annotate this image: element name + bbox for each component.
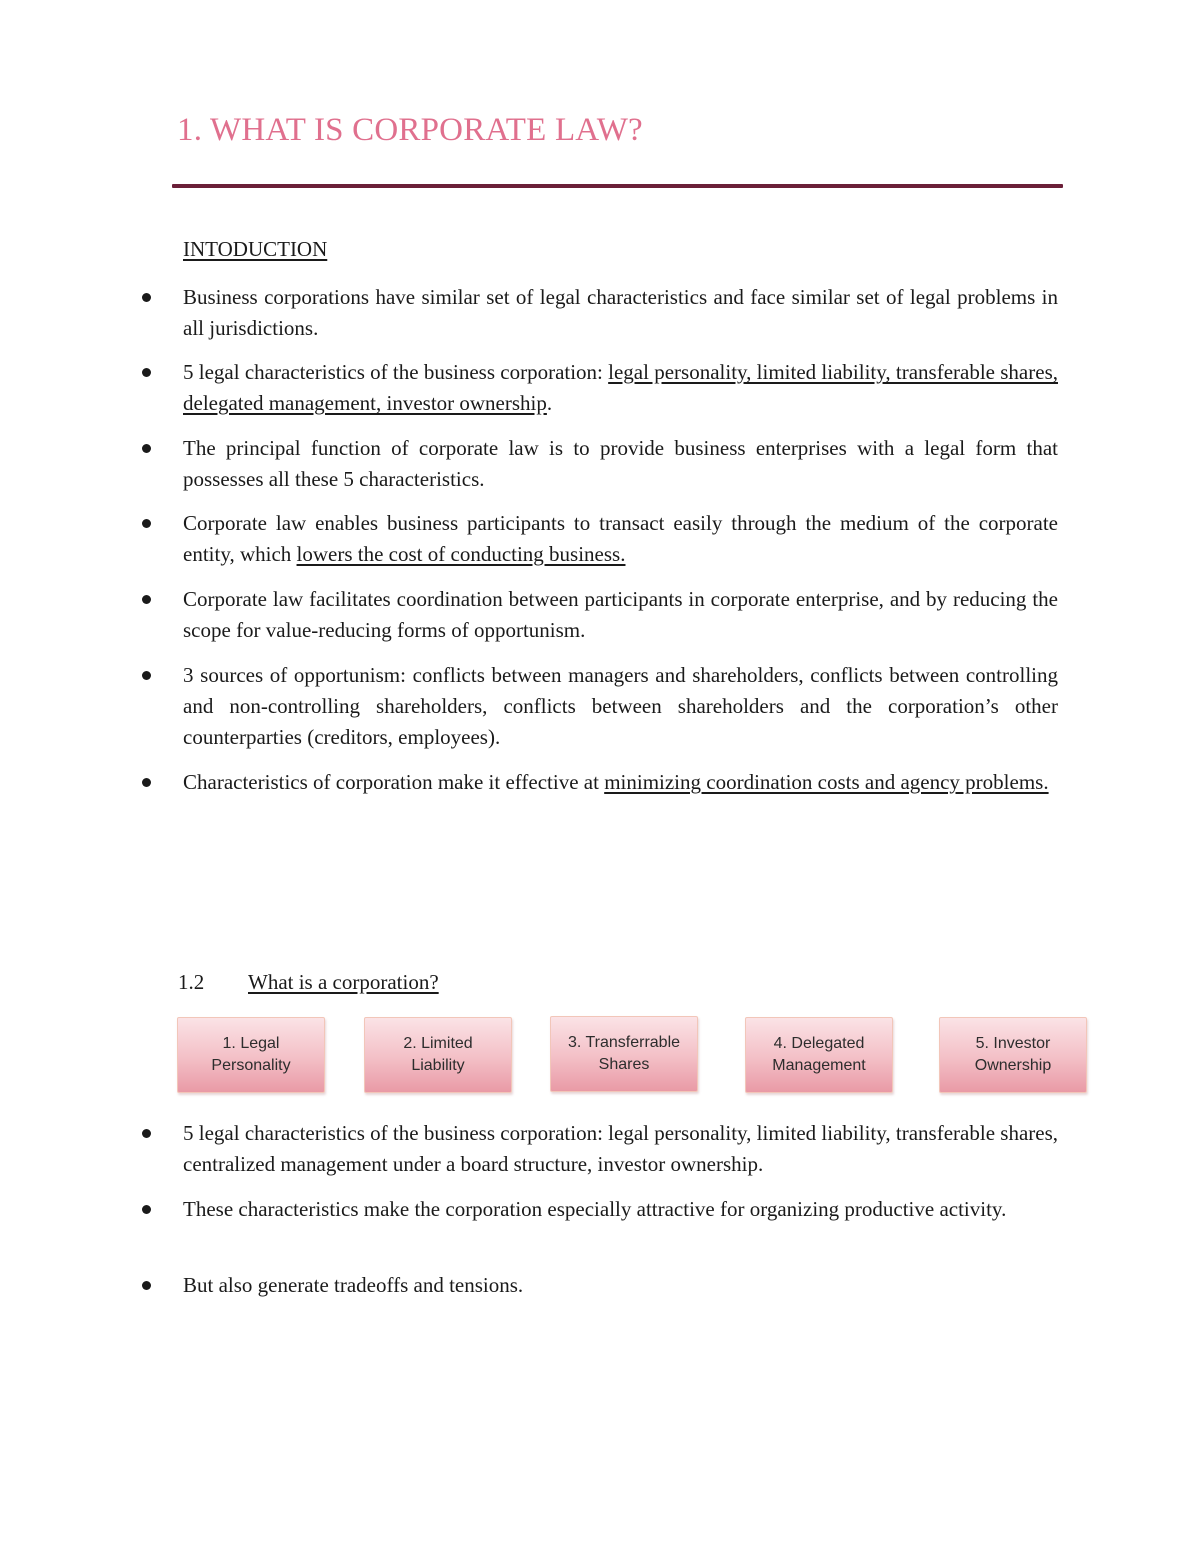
- box-label: [975, 1033, 1051, 1077]
- box-label: [403, 1033, 472, 1077]
- box-label-line2: Ownership: [974, 1057, 1052, 1074]
- bullet-text: 3 sources of opportunism: conflicts between managers and shareholders, conflicts between controlling and non-controlling shareholders, conflicts between shareholders and the corporation’s other counterparties (creditors, employees).: [183, 663, 1058, 749]
- bullet-text: Corporate law facilitates coordination between participants in corporate enterprise, and by reducing the scope for value-reducing forms of opportunism.: [183, 587, 1058, 642]
- section-number: 1.2: [178, 970, 205, 994]
- box-label-line2: Management: [772, 1057, 866, 1074]
- bullet-icon: [142, 595, 151, 604]
- box-label-line2: Personality: [211, 1057, 291, 1074]
- bullet-text-end: .: [546, 391, 553, 415]
- characteristic-box-legal-personality: [177, 1017, 325, 1093]
- bullet-text-underlined: lowers the cost of conducting business.: [296, 542, 626, 566]
- bullet-text-plain: 5 legal characteristics of the business corporation:: [183, 360, 609, 384]
- bullet-icon: [142, 368, 151, 377]
- bullet-text: The principal function of corporate law is to provide business enterprises with a legal form that possesses all these 5 characteristics.: [183, 436, 1058, 491]
- title-divider: [172, 184, 1063, 188]
- bullet-text-underlined: minimizing coordination costs and agency problems.: [604, 770, 1049, 794]
- box-label-line2: Shares: [598, 1056, 650, 1073]
- box-label-line1: 5. Investor: [975, 1035, 1051, 1052]
- characteristic-box-transferrable-shares: [550, 1016, 698, 1092]
- bullet-text-plain: Corporate law enables business participants to transact easily through the medium of the corporate entity, which: [183, 511, 1058, 566]
- section-title: What is a corporation?: [248, 970, 439, 994]
- characteristic-box-limited-liability: [364, 1017, 512, 1093]
- bullet-icon: [142, 671, 151, 680]
- bullet-text: [183, 357, 1058, 419]
- box-label-line1: 1. Legal: [222, 1035, 280, 1052]
- bullet-icon: [142, 444, 151, 453]
- intro-heading: INTODUCTION: [183, 237, 328, 261]
- bullet-text: [183, 508, 1058, 570]
- bullet-icon: [142, 778, 151, 787]
- page-title: 1. WHAT IS CORPORATE LAW?: [177, 112, 643, 148]
- bullet-text-plain: Characteristics of corporation make it effective at: [183, 770, 605, 794]
- bullet-text: Business corporations have similar set of legal characteristics and face similar set of legal problems in all jurisdictions.: [183, 285, 1058, 340]
- characteristic-box-investor-ownership: [939, 1017, 1087, 1093]
- bullet-text: [183, 767, 1058, 798]
- box-label: [211, 1033, 290, 1077]
- bullet-text-underlined: legal personality, limited liability, transferable shares, delegated management, investor ownership: [183, 360, 1058, 415]
- box-label-line1: 2. Limited: [403, 1035, 473, 1052]
- bullet-text: 5 legal characteristics of the business corporation: legal personality, limited liability, transferable shares, centralized management under a board structure, investor ownership.: [183, 1121, 1058, 1176]
- bullet-icon: [142, 1129, 151, 1138]
- bullet-icon: [142, 293, 151, 302]
- bullet-icon: [142, 1205, 151, 1214]
- box-label-line1: 3. Transferrable: [567, 1034, 681, 1051]
- bullet-icon: [142, 1281, 151, 1290]
- box-label-line1: 4. Delegated: [773, 1035, 865, 1052]
- box-label-line2: Liability: [411, 1057, 465, 1074]
- bullet-text: But also generate tradeoffs and tensions.: [183, 1273, 524, 1297]
- characteristic-box-delegated-management: [745, 1017, 893, 1093]
- box-label: [772, 1033, 865, 1077]
- box-label: [568, 1032, 680, 1076]
- bullet-icon: [142, 519, 151, 528]
- bullet-text: These characteristics make the corporation especially attractive for organizing productive activity.: [183, 1197, 1007, 1221]
